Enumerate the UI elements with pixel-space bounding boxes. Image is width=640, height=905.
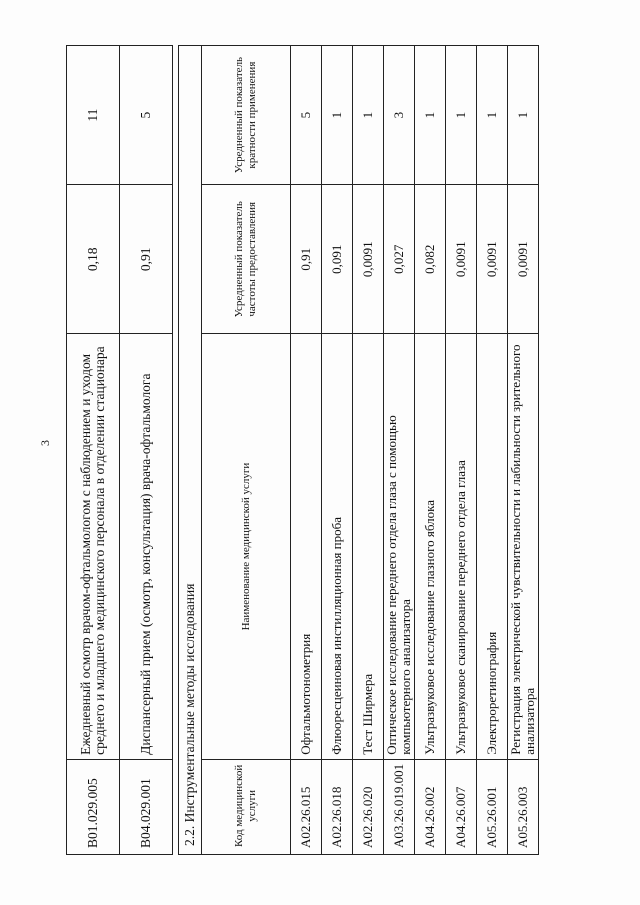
instrumental-methods-table bbox=[178, 45, 539, 855]
multiplicity-value: 3 bbox=[384, 46, 415, 185]
page-number: 3 bbox=[38, 440, 52, 446]
service-name: Ежедневный осмотр врачом-офтальмологом с наблюдением и уходом среднего и младшего медицинского персонала в отделении стационара bbox=[67, 334, 120, 760]
header-code: Код медицинской услуги bbox=[202, 759, 291, 854]
service-code: A04.26.002 bbox=[415, 759, 446, 854]
frequency-value: 0,091 bbox=[322, 185, 353, 334]
table-row bbox=[291, 46, 322, 855]
service-code: A02.26.020 bbox=[353, 759, 384, 854]
multiplicity-value: 11 bbox=[67, 46, 120, 185]
multiplicity-value: 5 bbox=[120, 46, 173, 185]
section-row bbox=[179, 46, 202, 855]
frequency-value: 0,18 bbox=[67, 185, 120, 334]
service-name: Тест Ширмера bbox=[353, 334, 384, 759]
service-code: A03.26.019.001 bbox=[384, 759, 415, 854]
table-row bbox=[508, 46, 539, 855]
table-row bbox=[353, 46, 384, 855]
service-name: Офтальмотонометрия bbox=[291, 334, 322, 759]
frequency-value: 0,027 bbox=[384, 185, 415, 334]
frequency-value: 0,082 bbox=[415, 185, 446, 334]
header-frequency: Усредненный показатель частоты предоставления bbox=[202, 185, 291, 334]
service-code: A05.26.003 bbox=[508, 759, 539, 854]
multiplicity-value: 1 bbox=[508, 46, 539, 185]
section-title: 2.2. Инструментальные методы исследования bbox=[179, 46, 202, 855]
service-code: A02.26.015 bbox=[291, 759, 322, 854]
multiplicity-value: 1 bbox=[353, 46, 384, 185]
frequency-value: 0,91 bbox=[120, 185, 173, 334]
service-code: B01.029.005 bbox=[67, 759, 120, 854]
frequency-value: 0,0091 bbox=[508, 185, 539, 334]
multiplicity-value: 5 bbox=[291, 46, 322, 185]
table-row bbox=[322, 46, 353, 855]
frequency-value: 0,0091 bbox=[353, 185, 384, 334]
service-name: Электроретинография bbox=[477, 334, 508, 759]
service-name: Ультразвуковое исследование глазного яблока bbox=[415, 334, 446, 759]
multiplicity-value: 1 bbox=[446, 46, 477, 185]
service-name: Диспансерный прием (осмотр, консультация) врача-офтальмолога bbox=[120, 334, 173, 760]
header-multiplicity: Усредненный показатель кратности применения bbox=[202, 46, 291, 185]
service-code: A02.26.018 bbox=[322, 759, 353, 854]
multiplicity-value: 1 bbox=[322, 46, 353, 185]
table-row bbox=[384, 46, 415, 855]
services-table-continued bbox=[66, 45, 173, 855]
header-row bbox=[202, 46, 291, 855]
frequency-value: 0,0091 bbox=[477, 185, 508, 334]
service-name: Флюоресцеиновая инстилляционная проба bbox=[322, 334, 353, 759]
service-name: Регистрация электрической чувствительности и лабильности зрительного анализатора bbox=[508, 334, 539, 759]
frequency-value: 0,0091 bbox=[446, 185, 477, 334]
header-name: Наименование медицинской услуги bbox=[202, 334, 291, 759]
multiplicity-value: 1 bbox=[477, 46, 508, 185]
multiplicity-value: 1 bbox=[415, 46, 446, 185]
service-code: A04.26.007 bbox=[446, 759, 477, 854]
service-name: Ультразвуковое сканирование переднего отдела глаза bbox=[446, 334, 477, 759]
frequency-value: 0,91 bbox=[291, 185, 322, 334]
table-row bbox=[120, 46, 173, 855]
service-code: A05.26.001 bbox=[477, 759, 508, 854]
table-row bbox=[67, 46, 120, 855]
table-row bbox=[446, 46, 477, 855]
table-row bbox=[477, 46, 508, 855]
service-name: Оптическое исследование переднего отдела глаза с помощью компьютерного анализатора bbox=[384, 334, 415, 759]
table-row bbox=[415, 46, 446, 855]
service-code: B04.029.001 bbox=[120, 759, 173, 854]
